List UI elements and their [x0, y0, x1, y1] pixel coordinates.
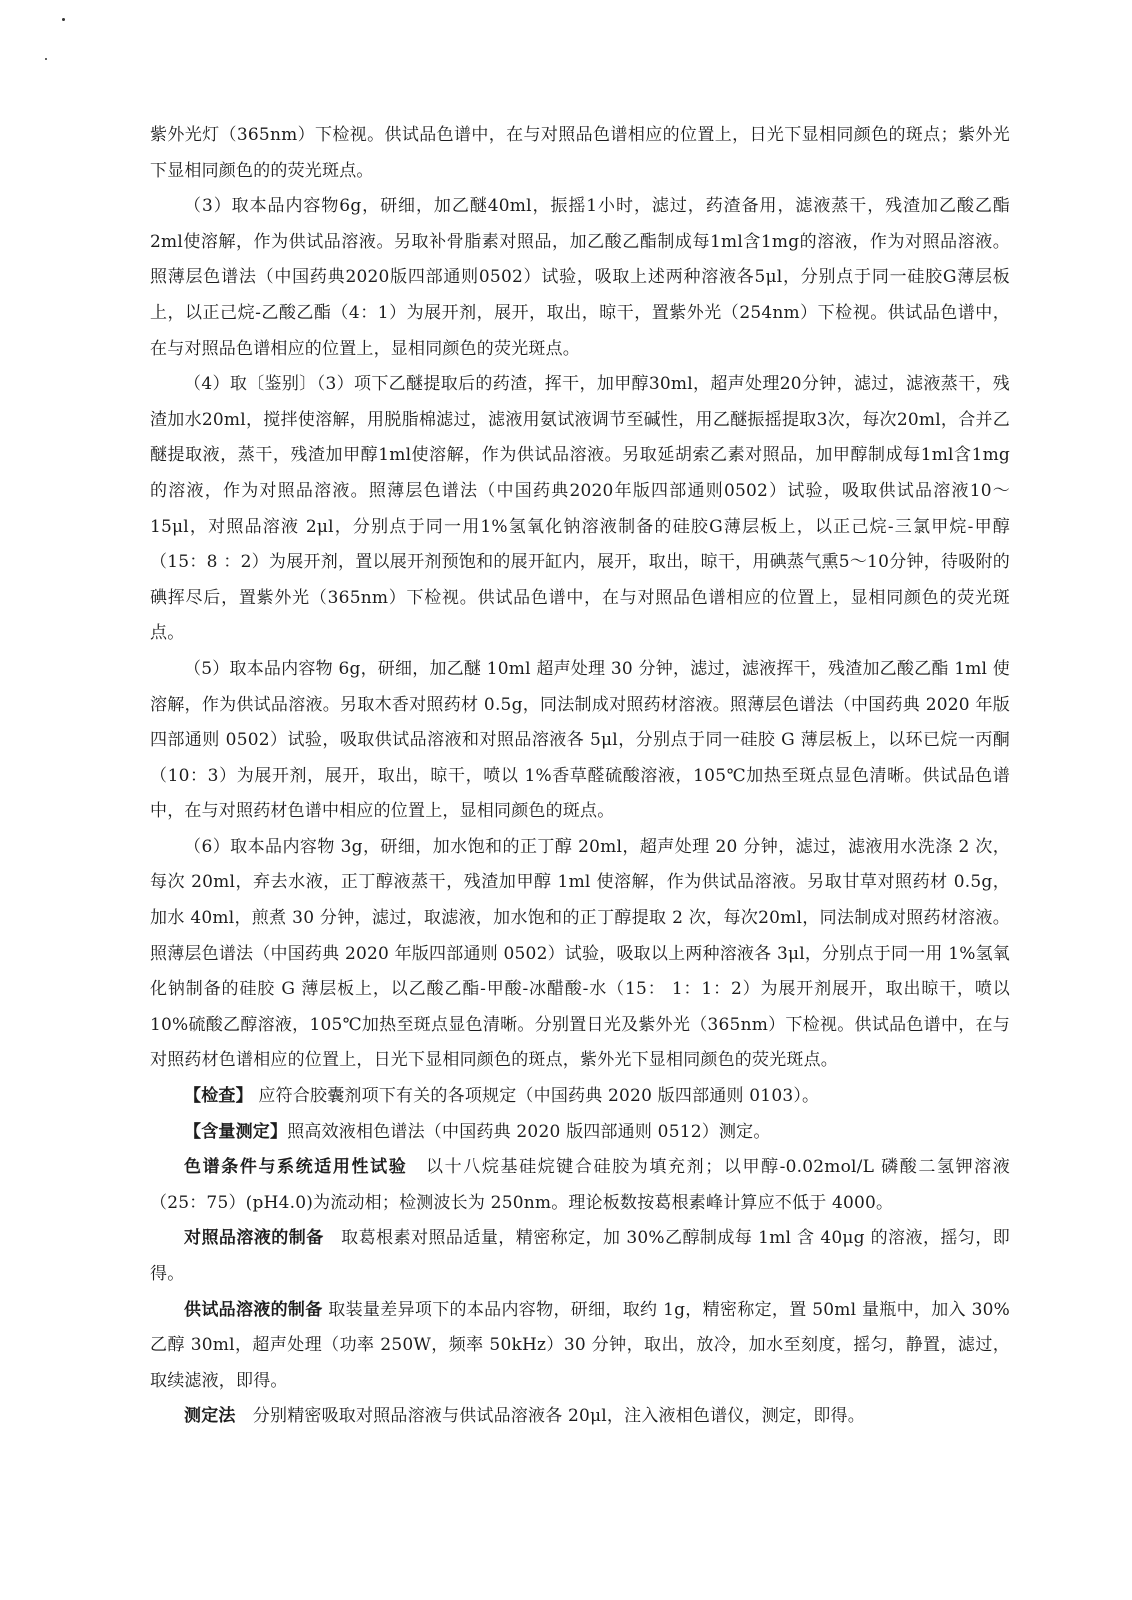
section-heading: 【含量测定】: [184, 1121, 288, 1142]
subsection-heading: 对照品溶液的制备: [184, 1228, 324, 1249]
subsection-heading: 供试品溶液的制备: [184, 1299, 323, 1320]
section-heading: 【检查】: [184, 1086, 253, 1107]
subsection-heading: 测定法: [184, 1406, 236, 1427]
document-page: [150, 118, 1010, 1435]
scan-speck: [45, 58, 47, 60]
paragraph-test-solution: [150, 1293, 1010, 1400]
paragraph-text: （6）取本品内容物 3g，研细，加水饱和的正丁醇 20ml，超声处理 20 分钟，滤过，滤液用水洗涤 2 次，每次 20ml，弃去水液，正丁醇液蒸干，残渣加甲醇 1ml 使溶解，作为供试品溶液。另取甘草对照药材 0.5g，加水 40ml，煎煮 30 分钟，滤过，取滤液，加水饱和的正丁醇提取 2 次，每次20ml，同法制成对照药材溶液。照薄层色谱法（中国药典 2020 年版四部通则 0502）试验，吸取以上两种溶液各 3μl，分别点于同一用 1%氢氧化钠制备的硅胶 G 薄层板上，以乙酸乙酯-甲酸-冰醋酸-水（15： 1：1：2）为展开剂展开，取出晾干，喷以 10%硫酸乙醇溶液，105℃加热至斑点显色清晰。分别置日光及紫外光（365nm）下检视。供试品色谱中，在与对照药材色谱相应的位置上，日光下显相同颜色的斑点，紫外光下显相同颜色的荧光斑点。: [150, 836, 1010, 1071]
subsection-heading: 色谱条件与系统适用性试验: [184, 1157, 408, 1178]
paragraph-identification-3: [150, 189, 1010, 367]
paragraph-continuation: [150, 118, 1010, 189]
scan-speck: [62, 18, 65, 21]
paragraph-text: （3）取本品内容物6g，研细，加乙醚40ml，振摇1小时，滤过，药渣备用，滤液蒸干，残渣加乙酸乙酯2ml使溶解，作为供试品溶液。另取补骨脂素对照品，加乙酸乙酯制成每1ml含1mg的溶液，作为对照品溶液。照薄层色谱法（中国药典2020版四部通则0502）试验，吸取上述两种溶液各5μl，分别点于同一硅胶G薄层板上，以正己烷-乙酸乙酯（4：1）为展开剂，展开，取出，晾干，置紫外光（254nm）下检视。供试品色谱中，在与对照品色谱相应的位置上，显相同颜色的荧光斑点。: [150, 196, 1010, 359]
paragraph-identification-4: [150, 367, 1010, 652]
paragraph-method: [150, 1399, 1010, 1435]
paragraph-text: 取葛根素对照品适量，精密称定，加 30%乙醇制成每 1ml 含 40μg 的溶液，摇匀，即得。: [150, 1228, 1010, 1284]
paragraph-chromatography-conditions: [150, 1150, 1010, 1221]
paragraph-assay: [150, 1115, 1010, 1151]
paragraph-text: 以十八烷基硅烷键合硅胶为填充剂；以甲醇-0.02mol/L 磷酸二氢钾溶液（25：75）(pH4.0)为流动相；检测波长为 250nm。理论板数按葛根素峰计算应不低于 4000。: [150, 1157, 1010, 1213]
paragraph-text: 分别精密吸取对照品溶液与供试品溶液各 20μl，注入液相色谱仪，测定，即得。: [235, 1406, 865, 1427]
paragraph-identification-6: [150, 830, 1010, 1079]
paragraph-text: 照高效液相色谱法（中国药典 2020 版四部通则 0512）测定。: [287, 1121, 771, 1142]
paragraph-text: 紫外光灯（365nm）下检视。供试品色谱中，在与对照品色谱相应的位置上，日光下显相同颜色的斑点；紫外光下显相同颜色的的荧光斑点。: [150, 125, 1010, 181]
paragraph-text: （4）取〔鉴别〕（3）项下乙醚提取后的药渣，挥干，加甲醇30ml，超声处理20分钟，滤过，滤液蒸干，残渣加水20ml，搅拌使溶解，用脱脂棉滤过，滤液用氨试液调节至碱性，用乙醚振摇提取3次，每次20ml，合并乙醚提取液，蒸干，残渣加甲醇1ml使溶解，作为供试品溶液。另取延胡索乙素对照品，加甲醇制成每1ml含1mg的溶液，作为对照品溶液。照薄层色谱法（中国药典2020年版四部通则0502）试验，吸取供试品溶液10～15μl，对照品溶液 2μl，分别点于同一用1%氢氧化钠溶液制备的硅胶G薄层板上，以正己烷-三氯甲烷-甲醇（15：8 ：2）为展开剂，置以展开剂预饱和的展开缸内，展开，取出，晾干，用碘蒸气熏5～10分钟，待吸附的碘挥尽后，置紫外光（365nm）下检视。供试品色谱中，在与对照品色谱相应的位置上，显相同颜色的荧光斑点。: [150, 374, 1010, 644]
paragraph-text: 应符合胶囊剂项下有关的各项规定（中国药典 2020 版四部通则 0103）。: [252, 1086, 820, 1107]
paragraph-reference-solution: [150, 1221, 1010, 1292]
paragraph-identification-5: [150, 652, 1010, 830]
paragraph-text: （5）取本品内容物 6g，研细，加乙醚 10ml 超声处理 30 分钟，滤过，滤液挥干，残渣加乙酸乙酯 1ml 使溶解，作为供试品溶液。另取木香对照药材 0.5g，同法制成对照药材溶液。照薄层色谱法（中国药典 2020 年版四部通则 0502）试验，吸取供试品溶液和对照品溶液各 5μl，分别点于同一硅胶 G 薄层板上，以环已烷一丙酮（10：3）为展开剂，展开，取出，晾干，喷以 1%香草醛硫酸溶液，105℃加热至斑点显色清晰。供试品色谱中，在与对照药材色谱中相应的位置上，显相同颜色的斑点。: [150, 658, 1010, 822]
paragraph-text: 取装量差异项下的本品内容物，研细，取约 1g，精密称定，置 50ml 量瓶中，加入 30%乙醇 30ml，超声处理（功率 250W，频率 50kHz）30 分钟，取出，放冷，加水至刻度，摇匀，静置，滤过，取续滤液，即得。: [150, 1299, 1010, 1391]
paragraph-check: [150, 1079, 1010, 1115]
